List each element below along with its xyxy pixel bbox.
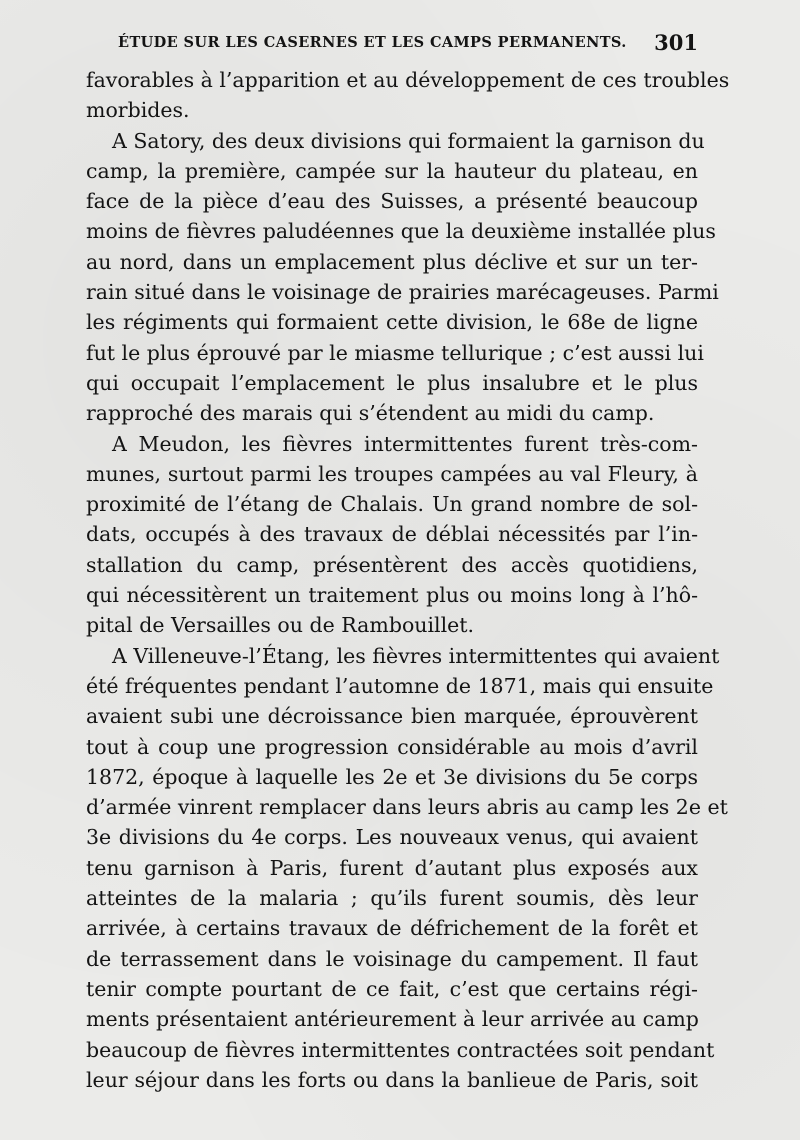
text-line: été fréquentes pendant l’automne de 1871, mais qui ensuite	[86, 673, 714, 698]
text-line: qui occupait l’emplacement le plus insalubre et le plus	[86, 370, 698, 395]
text-line: camp, la première, campée sur la hauteur du plateau, en	[86, 158, 698, 183]
text-line: moins de fièvres paludéennes que la deuxième installée plus	[86, 219, 716, 244]
text-line: les régiments qui formaient cette division, le 68e de ligne	[86, 310, 698, 335]
text-line: 1872, époque à laquelle les 2e et 3e divisions du 5e corps	[86, 764, 698, 789]
running-title: ÉTUDE SUR LES CASERNES ET LES CAMPS PERMANENTS.	[118, 34, 627, 51]
text-line: face de la pièce d’eau des Suisses, a présenté beaucoup	[86, 189, 698, 214]
text-line: arrivée, à certains travaux de défrichement de la forêt et	[86, 916, 698, 941]
paragraph-start-line: A Meudon, les fièvres intermittentes furent très-com-	[112, 431, 698, 456]
text-line: avaient subi une décroissance bien marquée, éprouvèrent	[86, 704, 698, 729]
text-line: de terrassement dans le voisinage du campement. Il faut	[86, 946, 698, 971]
running-header	[118, 30, 698, 60]
text-line: dats, occupés à des travaux de déblai nécessités par l’in-	[86, 522, 698, 547]
paragraph-start-line: A Villeneuve-l’Étang, les fièvres intermittentes qui avaient	[112, 643, 720, 668]
text-line: stallation du camp, présentèrent des accès quotidiens,	[86, 552, 698, 577]
text-line: au nord, dans un emplacement plus déclive et sur un ter-	[86, 249, 698, 274]
paragraph-start-line: A Satory, des deux divisions qui formaient la garnison du	[112, 128, 705, 153]
body-text	[86, 65, 730, 1095]
page-number: 301	[654, 30, 698, 55]
text-line: favorables à l’apparition et au développement de ces troubles	[86, 68, 730, 92]
text-line: tenir compte pourtant de ce fait, c’est que certains régi-	[86, 976, 698, 1001]
text-line: ments présentaient antérieurement à leur arrivée au camp	[86, 1007, 699, 1032]
text-line: 3e divisions du 4e corps. Les nouveaux venus, qui avaient	[86, 825, 698, 850]
text-line: rapproché des marais qui s’étendent au midi du camp.	[86, 401, 655, 426]
text-line: morbides.	[86, 98, 190, 123]
text-line: pital de Versailles ou de Rambouillet.	[86, 613, 475, 638]
text-line: atteintes de la malaria ; qu’ils furent soumis, dès leur	[86, 886, 698, 911]
text-line: munes, surtout parmi les troupes campées au val Fleury, à	[86, 461, 698, 486]
text-line: proximité de l’étang de Chalais. Un grand nombre de sol-	[86, 492, 698, 517]
text-line: tenu garnison à Paris, furent d’autant plus exposés aux	[86, 855, 698, 880]
text-line: beaucoup de fièvres intermittentes contractées soit pendant	[86, 1037, 715, 1062]
text-line: tout à coup une progression considérable au mois d’avril	[86, 734, 698, 759]
text-line: qui nécessitèrent un traitement plus ou moins long à l’hô-	[86, 583, 698, 608]
text-line: rain situé dans le voisinage de prairies marécageuses. Parmi	[86, 280, 719, 305]
text-line: d’armée vinrent remplacer dans leurs abris au camp les 2e et	[86, 795, 728, 820]
text-line: leur séjour dans les forts ou dans la banlieue de Paris, soit	[86, 1067, 698, 1092]
text-line: fut le plus éprouvé par le miasme tellurique ; c’est aussi lui	[86, 340, 704, 365]
